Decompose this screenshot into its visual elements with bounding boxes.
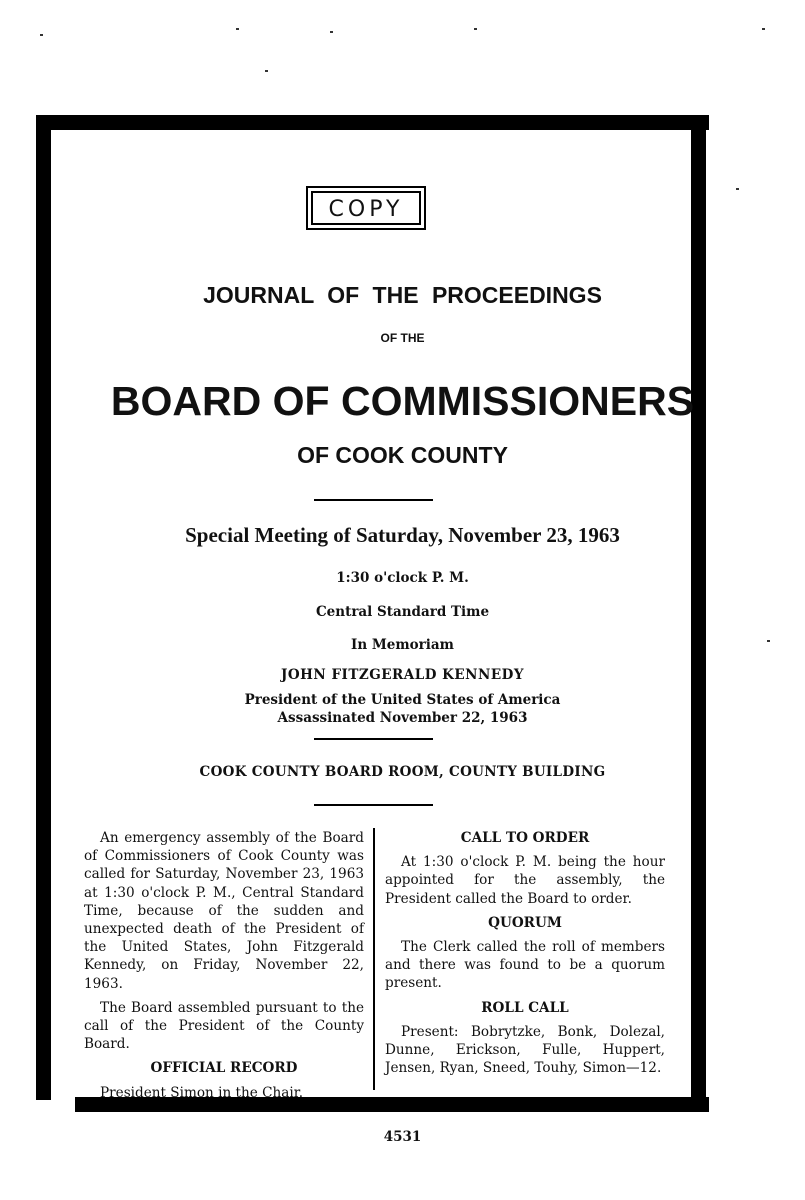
board-title: BOARD OF COMMISSIONERS [110, 378, 695, 424]
page-number: 4531 [383, 1129, 422, 1145]
roll-call-text: Present: Bobrytzke, Bonk, Dolezal, Dunne, Erickson, Fulle, Huppert, Jensen, Ryan, Sneed, Touhy, Simon—12. [385, 1023, 665, 1077]
memoriam-line: In Memoriam [351, 637, 454, 653]
official-record-heading: OFFICIAL RECORD [150, 1060, 298, 1077]
scan-speck [236, 28, 239, 30]
president-line: President of the United States of America [244, 692, 561, 708]
assassinated-line: Assassinated November 22, 1963 [277, 710, 528, 726]
call-to-order-text: At 1:30 o'clock P. M. being the hour appointed for the assembly, the President called the Board to order. [385, 854, 665, 907]
call-to-order-heading: CALL TO ORDER [460, 830, 590, 846]
meeting-timezone: Central Standard Time [315, 604, 490, 620]
copy-stamp [306, 186, 426, 230]
right-column [385, 829, 665, 1083]
left-column [84, 829, 364, 1108]
memoriam-name: JOHN FITZGERALD KENNEDY [281, 667, 524, 683]
frame-border-top [36, 115, 709, 130]
assembled-paragraph: The Board assembled pursuant to the call of the President of the County Board. [84, 999, 364, 1053]
divider-rule [314, 804, 433, 806]
meeting-title: Special Meeting of Saturday, November 23, 1963 [185, 523, 620, 547]
scan-speck [762, 28, 765, 30]
county-title: OF COOK COUNTY [297, 442, 508, 468]
divider-rule [314, 738, 433, 740]
column-divider [373, 828, 375, 1090]
scan-speck [265, 70, 268, 72]
of-the-line: OF THE [380, 331, 425, 345]
journal-title: JOURNAL OF THE PROCEEDINGS [203, 282, 602, 308]
meeting-location: COOK COUNTY BOARD ROOM, COUNTY BUILDING [199, 764, 606, 780]
scan-speck [40, 34, 43, 36]
official-record-text: President Simon in the Chair. [100, 1084, 304, 1101]
scan-speck [736, 188, 739, 190]
quorum-text: The Clerk called the roll of members and there was found to be a quorum present. [385, 939, 665, 992]
roll-call-heading: ROLL CALL [481, 999, 569, 1016]
divider-rule [314, 499, 433, 501]
scan-speck [474, 28, 477, 30]
meeting-time: 1:30 o'clock P. M. [336, 570, 469, 586]
emergency-paragraph: An emergency assembly of the Board of Commissioners of Cook County was called for Saturday, November 23, 1963 at 1:30 o'clock P. M., Central Standard Time, because of the sudden and unexpected death of the President of the United States, John Fitzgerald Kennedy, on Friday, November 22, 1963. [84, 830, 364, 992]
copy-stamp-label: COPY [311, 191, 421, 225]
quorum-heading: QUORUM [488, 914, 562, 931]
scan-speck [330, 31, 333, 33]
